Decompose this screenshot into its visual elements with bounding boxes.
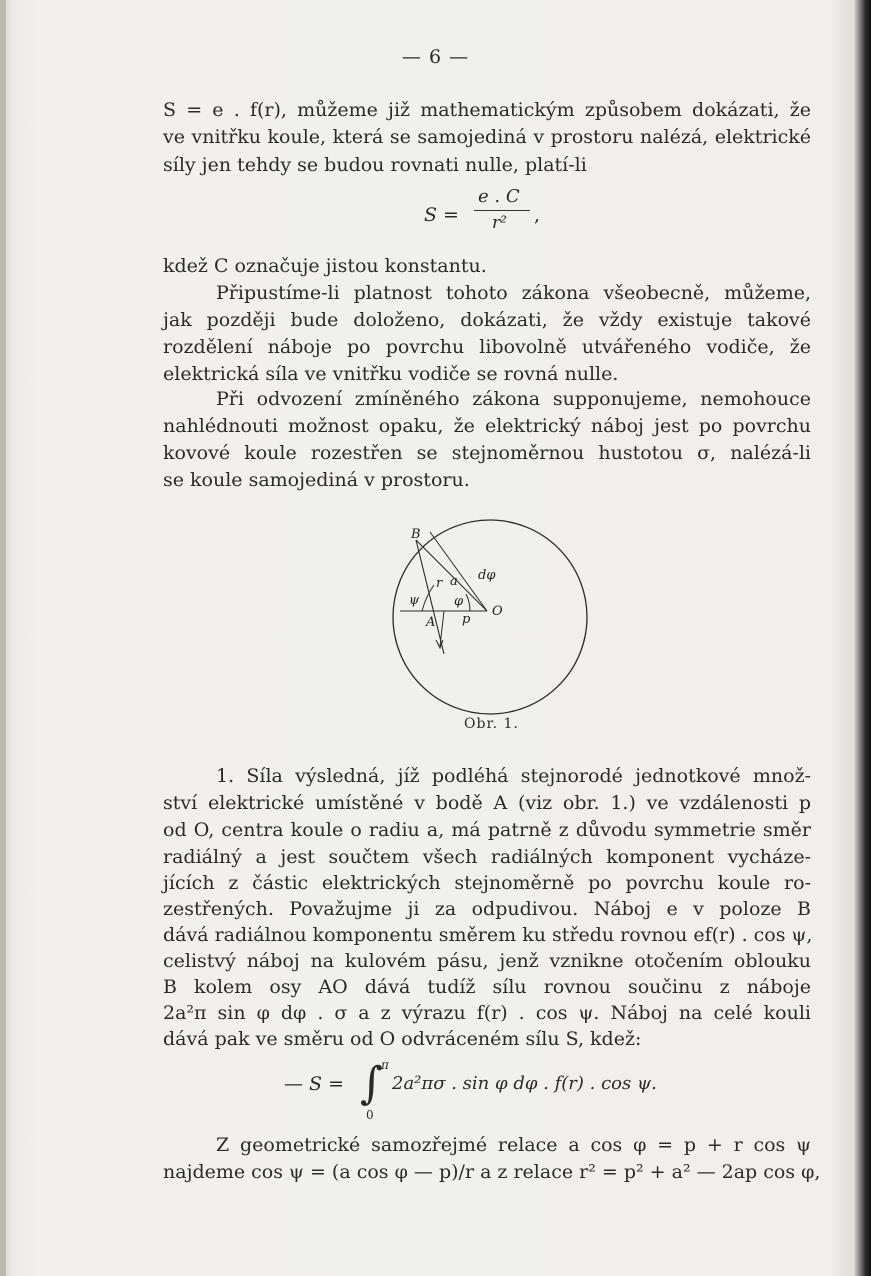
label-dphi: dφ bbox=[478, 568, 496, 583]
text-line: Z geometrické samozřejmé relace a cos φ = p + r cos ψ bbox=[216, 1134, 811, 1156]
text-line: 1. Síla výsledná, jíž podléhá stejnorodé jednotkové množ- bbox=[216, 765, 811, 787]
text-line: radiálný a jest součtem všech radiálných komponent vycháze- bbox=[163, 846, 811, 868]
text-line: ve vnitřku koule, která se samojediná v prostoru nalézá, elektrické bbox=[163, 126, 811, 148]
phi-arc bbox=[466, 594, 470, 611]
text-line: od O, centra koule o radiu a, má patrně z důvodu symmetrie směr bbox=[163, 819, 811, 841]
text-line: Připustíme-li platnost tohoto zákona všeobecně, můžeme, bbox=[216, 282, 811, 304]
equation-lhs: — S = bbox=[284, 1073, 345, 1095]
text-line: síly jen tehdy se budou rovnati nulle, platí-li bbox=[163, 154, 587, 176]
label-B: B bbox=[411, 527, 421, 542]
figure-caption: Obr. 1. bbox=[464, 716, 519, 732]
label-A: A bbox=[426, 615, 436, 630]
text-line: nahlédnouti možnost opaku, že elektrický náboj jest po povrchu bbox=[163, 415, 811, 437]
text-line: jak později bude doloženo, dokázati, že vždy existuje takové bbox=[163, 309, 811, 331]
fraction-numerator: e . C bbox=[478, 186, 520, 207]
text-line: jících z částic elektrických stejnoměrně po povrchu koule ro- bbox=[163, 872, 811, 894]
integrand: 2a²πσ . sin φ dφ . f(r) . cos ψ. bbox=[392, 1073, 657, 1094]
fraction-bar bbox=[474, 210, 530, 211]
distance-line-r bbox=[416, 540, 444, 654]
text-line: S = e . f(r), můžeme již mathematickým způsobem dokázati, že bbox=[163, 99, 811, 121]
arrow-line bbox=[440, 611, 444, 646]
text-line: 2a²π sin φ dφ . σ a z výrazu f(r) . cos ψ. Náboj na celé kouli bbox=[163, 1002, 811, 1024]
sphere-figure bbox=[380, 512, 620, 722]
text-line: rozdělení náboje po povrchu libovolně utvářeného vodiče, že bbox=[163, 336, 811, 358]
text-line: kdež C označuje jistou konstantu. bbox=[163, 255, 487, 277]
integral-upper-limit: π bbox=[381, 1058, 389, 1072]
page-number: — 6 — bbox=[401, 46, 470, 68]
text-line: Při odvození zmíněného zákona supponujeme, nemohouce bbox=[216, 388, 811, 410]
text-line: ství elektrické umístěné v bodě A (viz obr. 1.) ve vzdálenosti p bbox=[163, 792, 811, 814]
text-line: dává pak ve směru od O odvráceném sílu S, kdež: bbox=[163, 1028, 642, 1050]
text-line: kovové koule rozestřen se stejnoměrnou hustotou σ, nalézá-li bbox=[163, 442, 811, 464]
text-line: zestřených. Považujme ji za odpudivou. Náboj e v poloze B bbox=[163, 898, 811, 920]
text-line: se koule samojediná v prostoru. bbox=[163, 469, 470, 491]
label-p: p bbox=[462, 612, 471, 627]
equation-lhs: S = bbox=[424, 204, 459, 226]
label-a: a bbox=[450, 574, 458, 589]
fraction-denominator: r² bbox=[492, 213, 507, 233]
integral-sign: ∫ bbox=[360, 1058, 383, 1109]
label-O: O bbox=[492, 604, 503, 619]
text-line: elektrická síla ve vnitřku vodiče se rovná nulle. bbox=[163, 363, 619, 385]
integral-lower-limit: 0 bbox=[366, 1108, 374, 1122]
text-line: najdeme cos ψ = (a cos φ — p)/r a z relace r² = p² + a² — 2ap cos φ, bbox=[163, 1161, 821, 1183]
equation-punct: , bbox=[534, 204, 541, 226]
sphere-circle bbox=[393, 520, 587, 714]
text-line: dává radiálnou komponentu směrem ku středu rovnou ef(r) . cos ψ, bbox=[163, 924, 813, 946]
label-r: r bbox=[436, 576, 443, 591]
text-line: B kolem osy AO dává tudíž sílu rovnou součinu z náboje bbox=[163, 976, 811, 998]
text-line: celistvý náboj na kulovém pásu, jenž vznikne otočením oblouku bbox=[163, 950, 811, 972]
label-phi: φ bbox=[454, 594, 464, 609]
label-psi: ψ bbox=[409, 593, 420, 608]
